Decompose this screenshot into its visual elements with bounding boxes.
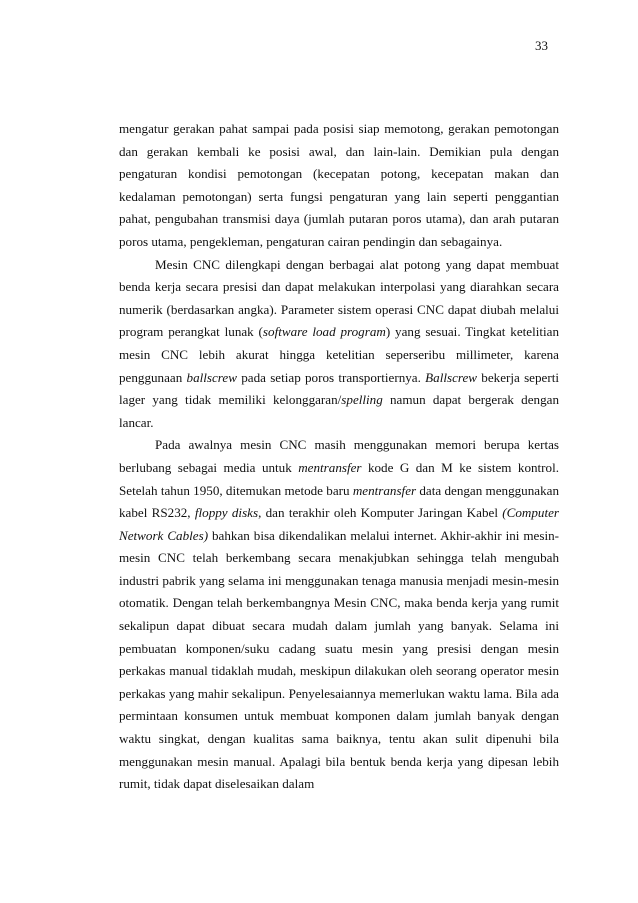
paragraph-text: Mesin CNC dilengkapi dengan berbagai alat potong yang dapat membuat benda kerja secara presisi dan dapat melakukan interpolasi yang diarahkan secara numerik (berdasarkan angka). Parameter sistem operasi CNC dapat diubah melalui program perangkat lunak ( bbox=[119, 256, 559, 340]
paragraph-text: bekerja seperti lager yang tidak memiliki kelonggaran/ bbox=[119, 369, 559, 408]
paragraph-text: kode G dan M ke sistem kontrol. Setelah tahun 1950, ditemukan metode baru bbox=[119, 459, 559, 498]
paragraph-2 bbox=[119, 254, 559, 435]
paragraph-1 bbox=[119, 118, 559, 254]
document-body bbox=[119, 118, 559, 796]
italic-term: Ballscrew bbox=[425, 369, 478, 385]
italic-term: (Computer Network Cables) bbox=[119, 505, 559, 543]
paragraph-text: pada setiap poros transportiernya. bbox=[236, 369, 426, 385]
italic-term: floppy disks bbox=[194, 505, 259, 521]
italic-term: software load program bbox=[262, 324, 386, 340]
italic-term: mentransfer bbox=[352, 482, 417, 498]
paragraph-text: bahkan bisa dikendalikan melalui internet. Akhir-akhir ini mesin-mesin CNC telah berkembang secara menakjubkan sehingga telah mengubah industri pabrik yang selama ini menggunakan tenaga manusia menjadi mesin-mesin otomatik. Dengan telah berkembangnya Mesin CNC, maka benda kerja yang rumit sekalipun dapat dibuat secara mudah dalam jumlah yang banyak. Selama ini pembuatan komponen/suku cadang suatu mesin yang presisi dengan mesin perkakas manual tidaklah mudah, meskipun dilakukan oleh seorang operator mesin perkakas yang mahir sekalipun. Penyelesaiannya memerlukan waktu lama. Bila ada permintaan konsumen untuk membuat komponen dalam jumlah banyak dengan waktu singkat, dengan kualitas sama baiknya, tentu akan sulit dipenuhi bila menggunakan mesin manual. Apalagi bila bentuk benda kerja yang dipesan lebih rumit, tidak dapat diselesaikan dalam bbox=[119, 527, 559, 792]
paragraph-text: Pada awalnya mesin CNC masih menggunakan memori berupa kertas berlubang sebagai media untuk bbox=[119, 437, 559, 475]
italic-term: ballscrew bbox=[186, 369, 237, 385]
paragraph-text: , dan terakhir oleh Komputer Jaringan Kabel bbox=[258, 505, 503, 521]
paragraph-text: data dengan menggunakan kabel RS232, bbox=[119, 482, 559, 521]
paragraph-3 bbox=[119, 434, 559, 796]
paragraph-text: namun dapat bergerak dengan lancar. bbox=[119, 392, 559, 430]
paragraph-text: ) yang sesuai. Tingkat ketelitian mesin CNC lebih akurat hingga ketelitian seperseribu millimeter, karena penggunaan bbox=[119, 324, 559, 385]
page-number: 33 bbox=[535, 38, 548, 53]
paragraph-text: mengatur gerakan pahat sampai pada posisi siap memotong, gerakan pemotongan dan gerakan kembali ke posisi awal, dan lain-lain. Demikian pula dengan pengaturan kondisi pemotongan (kecepatan potong, kecepatan makan dan kedalaman pemotongan) serta fungsi pengaturan yang lain seperti penggantian pahat, pengubahan transmisi daya (jumlah putaran poros utama), dan arah putaran poros utama, pengekleman, pengaturan cairan pendingin dan sebagainya. bbox=[119, 121, 559, 249]
italic-term: mentransfer bbox=[298, 459, 362, 475]
italic-term: spelling bbox=[341, 392, 383, 408]
